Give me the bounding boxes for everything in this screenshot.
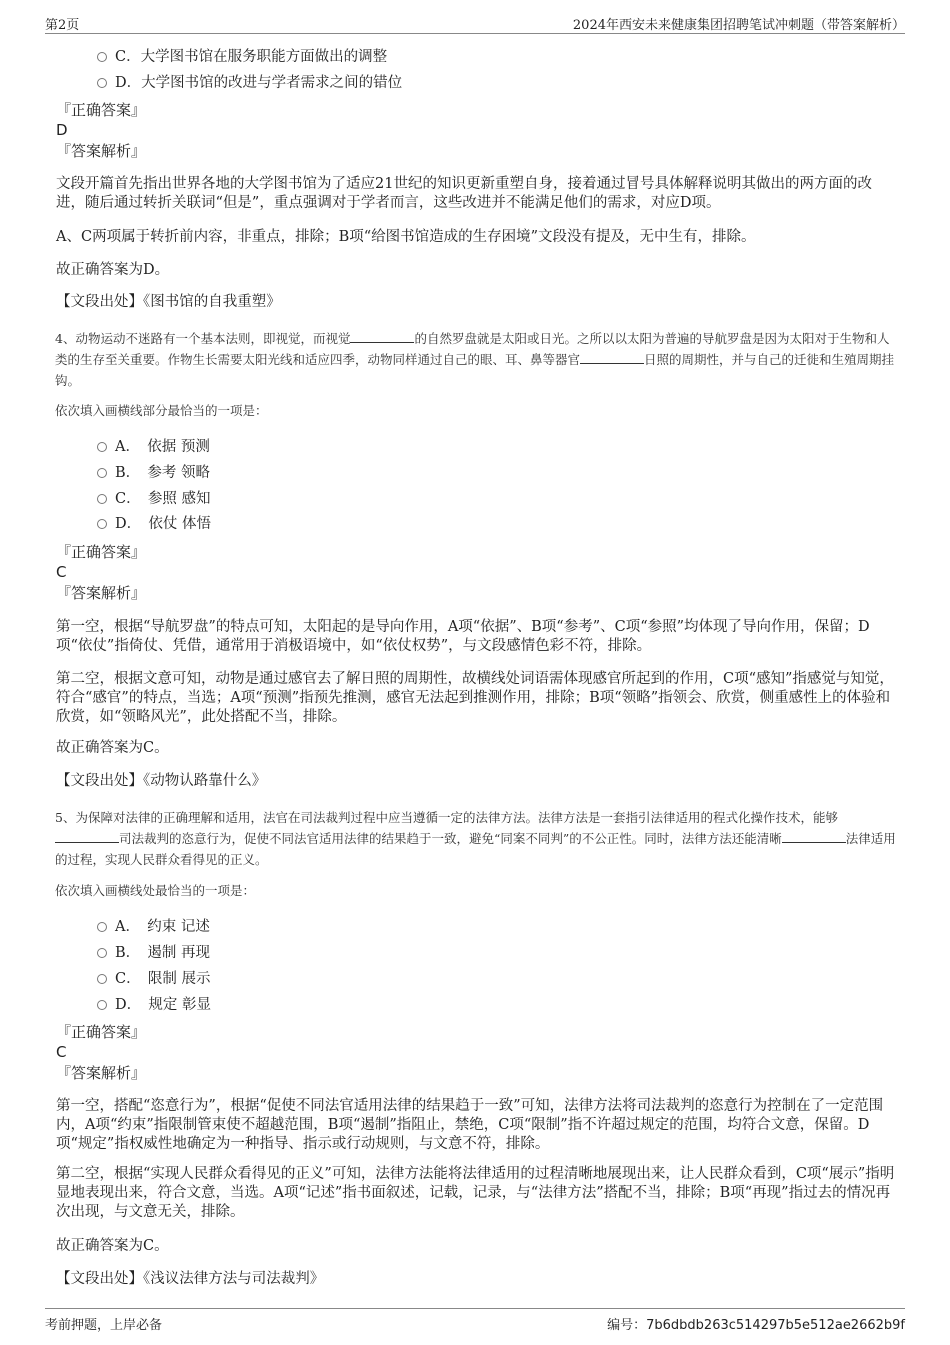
radio-icon[interactable] bbox=[97, 519, 107, 529]
answer-value: C bbox=[56, 563, 67, 581]
option-b[interactable]: B． 参考 领略 bbox=[97, 463, 210, 483]
source-citation: 【文段出处】《图书馆的自我重塑》 bbox=[56, 294, 281, 310]
option-b[interactable]: B． 遏制 再现 bbox=[97, 943, 210, 963]
answer-value: D bbox=[56, 121, 68, 139]
option-d[interactable]: D．大学图书馆的改进与学者需求之间的错位 bbox=[97, 73, 402, 93]
document-code: 编号：7b6dbdb263c514297b5e512ae2662b9f bbox=[607, 1318, 905, 1333]
option-d[interactable]: D． 规定 彰显 bbox=[97, 995, 211, 1015]
page-footer bbox=[45, 1308, 905, 1332]
analysis-paragraph: 故正确答案为C。 bbox=[56, 1238, 169, 1254]
answer-label: 『正确答案』 bbox=[56, 101, 147, 119]
analysis-label: 『答案解析』 bbox=[56, 142, 147, 160]
blank-line bbox=[350, 331, 414, 343]
blank-line bbox=[580, 352, 644, 364]
option-d[interactable]: D． 依仗 体悟 bbox=[97, 514, 211, 534]
source-citation: 【文段出处】《动物认路靠什么》 bbox=[56, 773, 267, 789]
analysis-paragraph: 文段开篇首先指出世界各地的大学图书馆为了适应21世纪的知识更新重塑自身，接着通过冒号具体解释说明其做出的两方面的改进，随后通过转折关联词“但是”，重点强调对于学者而言，这些改进并不能满足他们的需求，对应D项。 bbox=[56, 176, 872, 211]
source-citation: 【文段出处】《浅议法律方法与司法裁判》 bbox=[56, 1271, 325, 1287]
radio-icon[interactable] bbox=[97, 442, 107, 452]
option-a[interactable]: A． 约束 记述 bbox=[97, 917, 210, 937]
question-4: 4、动物运动不迷路有一个基本法则，即视觉，而视觉 的自然罗盘就是太阳或日光。之所以以太阳为普遍的导航罗盘是因为太阳对于生物和人类的生存至关重要。作物生长需要太阳光线和适应四季，动物同样通过自己的眼、耳、鼻等器官 日照的周期性，并与自己的迁徙和生殖周期挂钩。 bbox=[55, 331, 895, 388]
question-instruction: 依次填入画横线处最恰当的一项是： bbox=[55, 883, 256, 898]
analysis-paragraph: A、C两项属于转折前内容，非重点，排除；B项“给图书馆造成的生存困境”文段没有提及，无中生有，排除。 bbox=[56, 229, 756, 245]
analysis-paragraph: 第一空，根据“导航罗盘”的特点可知，太阳起的是导向作用，A项“依据”、B项“参考”、C项“参照”均体现了导向作用，保留；D项“依仗”指倚仗、凭借，通常用于消极语境中，如“依仗权势”，与文段感情色彩不符，排除。 bbox=[56, 619, 870, 654]
analysis-label: 『答案解析』 bbox=[56, 584, 147, 602]
analysis-paragraph: 第一空，搭配“恣意行为”，根据“促使不同法官适用法律的结果趋于一致”可知，法律方法将司法裁判的恣意行为控制在了一定范围内，A项“约束”指限制管束使不超越范围，B项“遏制”指阻止，禁绝，C项“限制”指不许超过规定的范围，均符合文意，保留。D项“规定”指权威性地确定为一种指导、指示或行动规则，与文意不符，排除。 bbox=[56, 1098, 884, 1152]
radio-icon[interactable] bbox=[97, 494, 107, 504]
footer-slogan: 考前押题，上岸必备 bbox=[45, 1318, 163, 1333]
option-a[interactable]: A． 依据 预测 bbox=[97, 437, 210, 457]
analysis-paragraph: 故正确答案为C。 bbox=[56, 740, 169, 756]
analysis-paragraph: 第二空，根据“实现人民群众看得见的正义”可知，法律方法能将法律适用的过程清晰地展现出来，让人民群众看到，C项“展示”指明显地表现出来，符合文意，当选。A项“记述”指书面叙述，记载，记录，与“法律方法”搭配不当，排除；B项“再现”指过去的情况再次出现，与文意无关，排除。 bbox=[56, 1166, 895, 1220]
blank-line bbox=[782, 831, 846, 843]
blank-line bbox=[55, 831, 119, 843]
option-c[interactable]: C． 参照 感知 bbox=[97, 489, 210, 509]
question-instruction: 依次填入画横线部分最恰当的一项是： bbox=[55, 403, 268, 418]
radio-icon[interactable] bbox=[97, 974, 107, 984]
answer-value: C bbox=[56, 1043, 67, 1061]
analysis-paragraph: 故正确答案为D。 bbox=[56, 262, 170, 278]
option-c[interactable]: C． 限制 展示 bbox=[97, 969, 210, 989]
radio-icon[interactable] bbox=[97, 78, 107, 88]
page-header bbox=[45, 14, 905, 34]
option-c[interactable]: C．大学图书馆在服务职能方面做出的调整 bbox=[97, 47, 387, 67]
answer-label: 『正确答案』 bbox=[56, 1023, 147, 1041]
analysis-label: 『答案解析』 bbox=[56, 1064, 147, 1082]
radio-icon[interactable] bbox=[97, 52, 107, 62]
radio-icon[interactable] bbox=[97, 922, 107, 932]
document-title: 2024年西安未来健康集团招聘笔试冲刺题（带答案解析） bbox=[572, 18, 905, 33]
radio-icon[interactable] bbox=[97, 468, 107, 478]
radio-icon[interactable] bbox=[97, 1000, 107, 1010]
page-number: 第2页 bbox=[45, 18, 80, 33]
analysis-paragraph: 第二空，根据文意可知，动物是通过感官去了解日照的周期性，故横线处词语需体现感官所起到的作用，C项“感知”指感觉与知觉，符合“感官”的特点，当选；A项“预测”指预先推测，感官无法起到推测作用，排除；B项“领略”指领会、欣赏，侧重感性上的体验和欣赏，如“领略风光”，此处搭配不当，排除。 bbox=[56, 671, 894, 725]
answer-label: 『正确答案』 bbox=[56, 543, 147, 561]
question-5: 5、为保障对法律的正确理解和适用，法官在司法裁判过程中应当遵循一定的法律方法。法律方法是一套指引法律适用的程式化操作技术，能够司法裁判的恣意行为，促使不同法官适用法律的结果趋于一致，避免“同案不同判”的不公正性。同时，法律方法还能清晰 法律适用的过程，实现人民群众看得见的正义。 bbox=[55, 810, 896, 867]
radio-icon[interactable] bbox=[97, 948, 107, 958]
